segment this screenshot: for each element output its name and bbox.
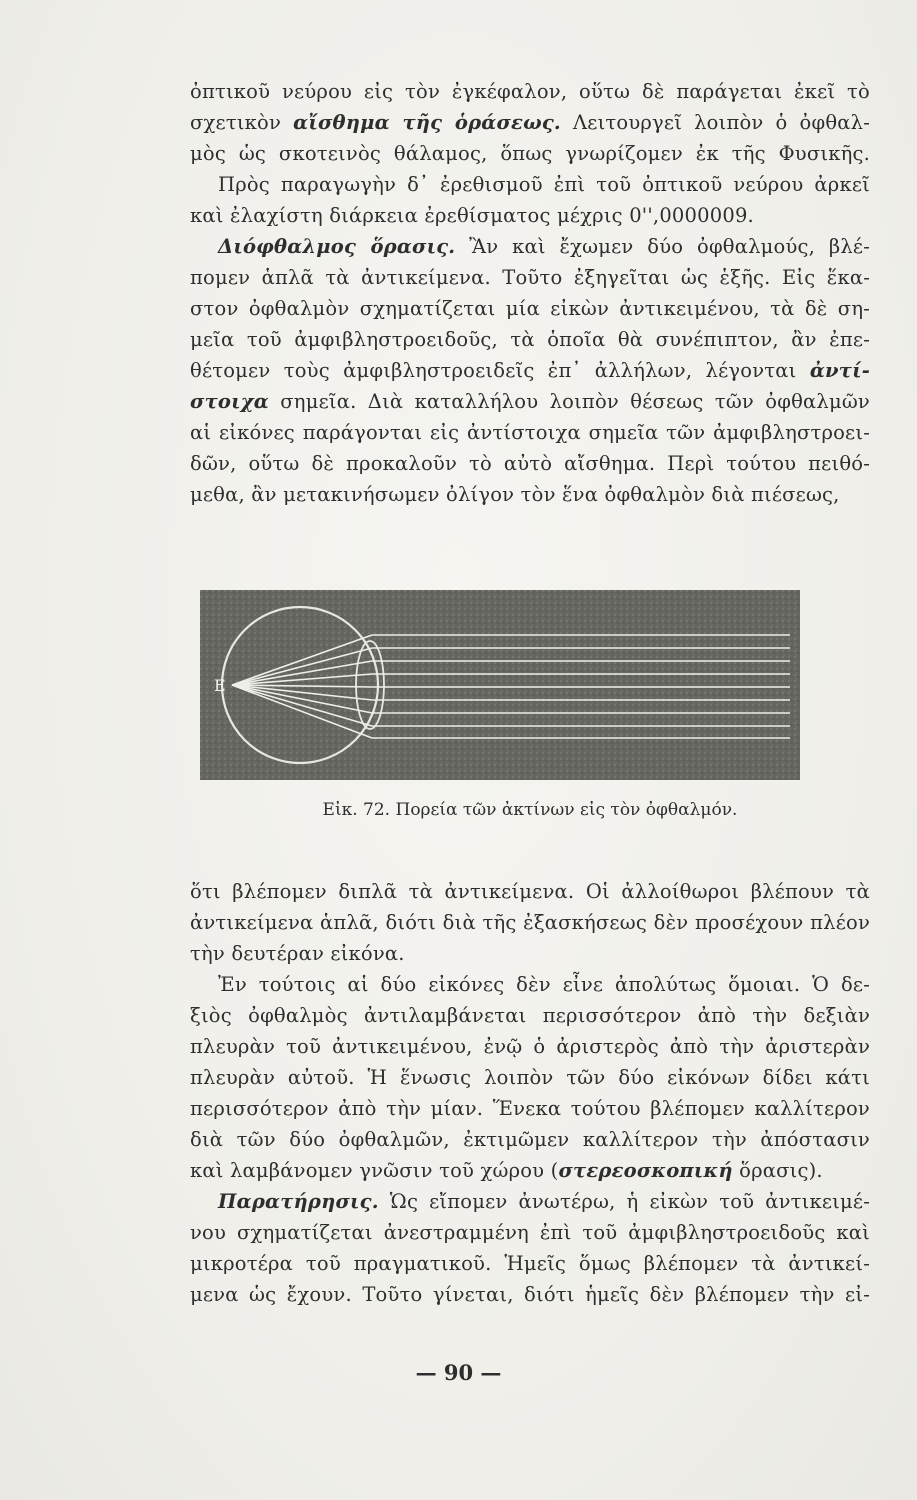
text-line: μικροτέρα τοῦ πραγματικοῦ. Ἡμεῖς ὅμως βλέπομεν τὰ ἀντικεί- xyxy=(190,1252,870,1275)
text-line: τὴν δευτέραν εἰκόνα. xyxy=(190,942,405,965)
text-line: Πρὸς παραγωγὴν δ᾽ ἐρεθισμοῦ ἐπὶ τοῦ ὀπτικοῦ νεύρου ἀρκεῖ xyxy=(218,173,870,196)
text-line: πλευρὰν αὐτοῦ. Ἡ ἕνωσις λοιπὸν τῶν δύο εἰκόνων δίδει κάτι xyxy=(190,1066,870,1089)
text-line: ἀντικείμενα ἁπλᾶ, διότι διὰ τῆς ἐξασκήσεως δὲν προσέχουν πλέον xyxy=(190,911,870,934)
text-line: στον ὀφθαλμὸν σχηματίζεται μία εἰκὼν ἀντικειμένου, τὰ δὲ ση- xyxy=(190,297,870,320)
text-line: νου σχηματίζεται ἀνεστραμμένη ἐπὶ τοῦ ἀμφιβληστροειδοῦς καὶ xyxy=(190,1221,870,1244)
text-line: μεθα, ἂν μετακινήσωμεν ὀλίγον τὸν ἕνα ὀφθαλμὸν διὰ πιέσεως, xyxy=(190,483,840,506)
section-heading: Παρατήρησις. xyxy=(218,1190,379,1213)
text-line: θέτομεν τοὺς ἀμφιβληστροειδεῖς ἐπ᾽ ἀλλήλων, λέγονται ἀντί- xyxy=(190,359,870,382)
text-block-top xyxy=(190,76,870,510)
section-heading: Διόφθαλμος ὅρασις. xyxy=(218,235,456,258)
text-line: περισσότερον ἀπὸ τὴν μίαν. Ἕνεκα τούτου βλέπομεν καλλίτερον xyxy=(190,1097,870,1120)
eye-ray-illustration xyxy=(200,590,800,780)
bold-term: στοιχα xyxy=(190,390,269,413)
bold-term: στερεοσκοπική xyxy=(558,1159,733,1182)
page-number: — 90 — xyxy=(415,1360,502,1385)
text-line: ξιὸς ὀφθαλμὸς ἀντιλαμβάνεται περισσότερον ἀπὸ τὴν δεξιὰν xyxy=(190,1004,870,1027)
text-line: μεῖα τοῦ ἀμφιβληστροειδοῦς, τὰ ὁποῖα θὰ συνέπιπτον, ἂν ἐπε- xyxy=(190,328,870,351)
text-line: καὶ ἐλαχίστη διάρκεια ἐρεθίσματος μέχρις 0'',0000009. xyxy=(190,204,754,227)
bold-term: ἀντί- xyxy=(809,359,870,382)
text-line: καὶ λαμβάνομεν γνῶσιν τοῦ χώρου (στερεοσκοπική ὅρασις). xyxy=(190,1159,823,1182)
text-block-bottom xyxy=(190,876,870,1310)
text-line: ὅτι βλέπομεν διπλᾶ τὰ ἀντικείμενα. Οἱ ἀλλοίθωροι βλέπουν τὰ xyxy=(190,880,870,903)
text-line: σχετικὸν αἴσθημα τῆς ὁράσεως. Λειτουργεῖ λοιπὸν ὁ ὀφθαλ- xyxy=(190,111,870,134)
text-line: μενα ὡς ἔχουν. Τοῦτο γίνεται, διότι ἡμεῖς δὲν βλέπομεν τὴν εἰ- xyxy=(190,1283,870,1306)
text-line: Ἐν τούτοις αἱ δύο εἰκόνες δὲν εἶνε ἀπολύτως ὅμοιαι. Ὁ δε- xyxy=(218,973,870,996)
text-line: δῶν, οὕτω δὲ προκαλοῦν τὸ αὐτὸ αἴσθημα. Περὶ τούτου πειθό- xyxy=(190,452,870,475)
text-line: Διόφθαλμος ὅρασις. Ἂν καὶ ἔχωμεν δύο ὀφθαλμούς, βλέ- xyxy=(218,235,870,258)
text-line: στοιχα σημεῖα. Διὰ καταλλήλου λοιπὸν θέσεως τῶν ὀφθαλμῶν xyxy=(190,390,870,413)
text-line: Παρατήρησις. Ὡς εἴπομεν ἀνωτέρω, ἡ εἰκὼν τοῦ ἀντικειμέ- xyxy=(218,1190,870,1213)
bold-term: αἴσθημα τῆς ὁράσεως. xyxy=(293,111,561,134)
text-line: πομεν ἁπλᾶ τὰ ἀντικείμενα. Τοῦτο ἐξηγεῖται ὡς ἑξῆς. Εἰς ἕκα- xyxy=(190,266,870,289)
figure-label-e: E xyxy=(214,676,226,695)
text-line: μὸς ὡς σκοτεινὸς θάλαμος, ὅπως γνωρίζομεν ἐκ τῆς Φυσικῆς. xyxy=(190,142,870,165)
text-line: πλευρὰν τοῦ ἀντικειμένου, ἐνῷ ὁ ἀριστερὸς ἀπὸ τὴν ἀριστερὰν xyxy=(190,1035,870,1058)
text-line: αἱ εἰκόνες παράγονται εἰς ἀντίστοιχα σημεῖα τῶν ἀμφιβληστροει- xyxy=(190,421,870,444)
figure-caption: Εἰκ. 72. Πορεία τῶν ἀκτίνων εἰς τὸν ὀφθαλμόν. xyxy=(322,800,738,820)
eye-ray-figure xyxy=(200,590,800,780)
text-line: διὰ τῶν δύο ὀφθαλμῶν, ἐκτιμῶμεν καλλίτερον τὴν ἀπόστασιν xyxy=(190,1128,870,1151)
text-line: ὀπτικοῦ νεύρου εἰς τὸν ἐγκέφαλον, οὕτω δὲ παράγεται ἐκεῖ τὸ xyxy=(190,80,870,103)
